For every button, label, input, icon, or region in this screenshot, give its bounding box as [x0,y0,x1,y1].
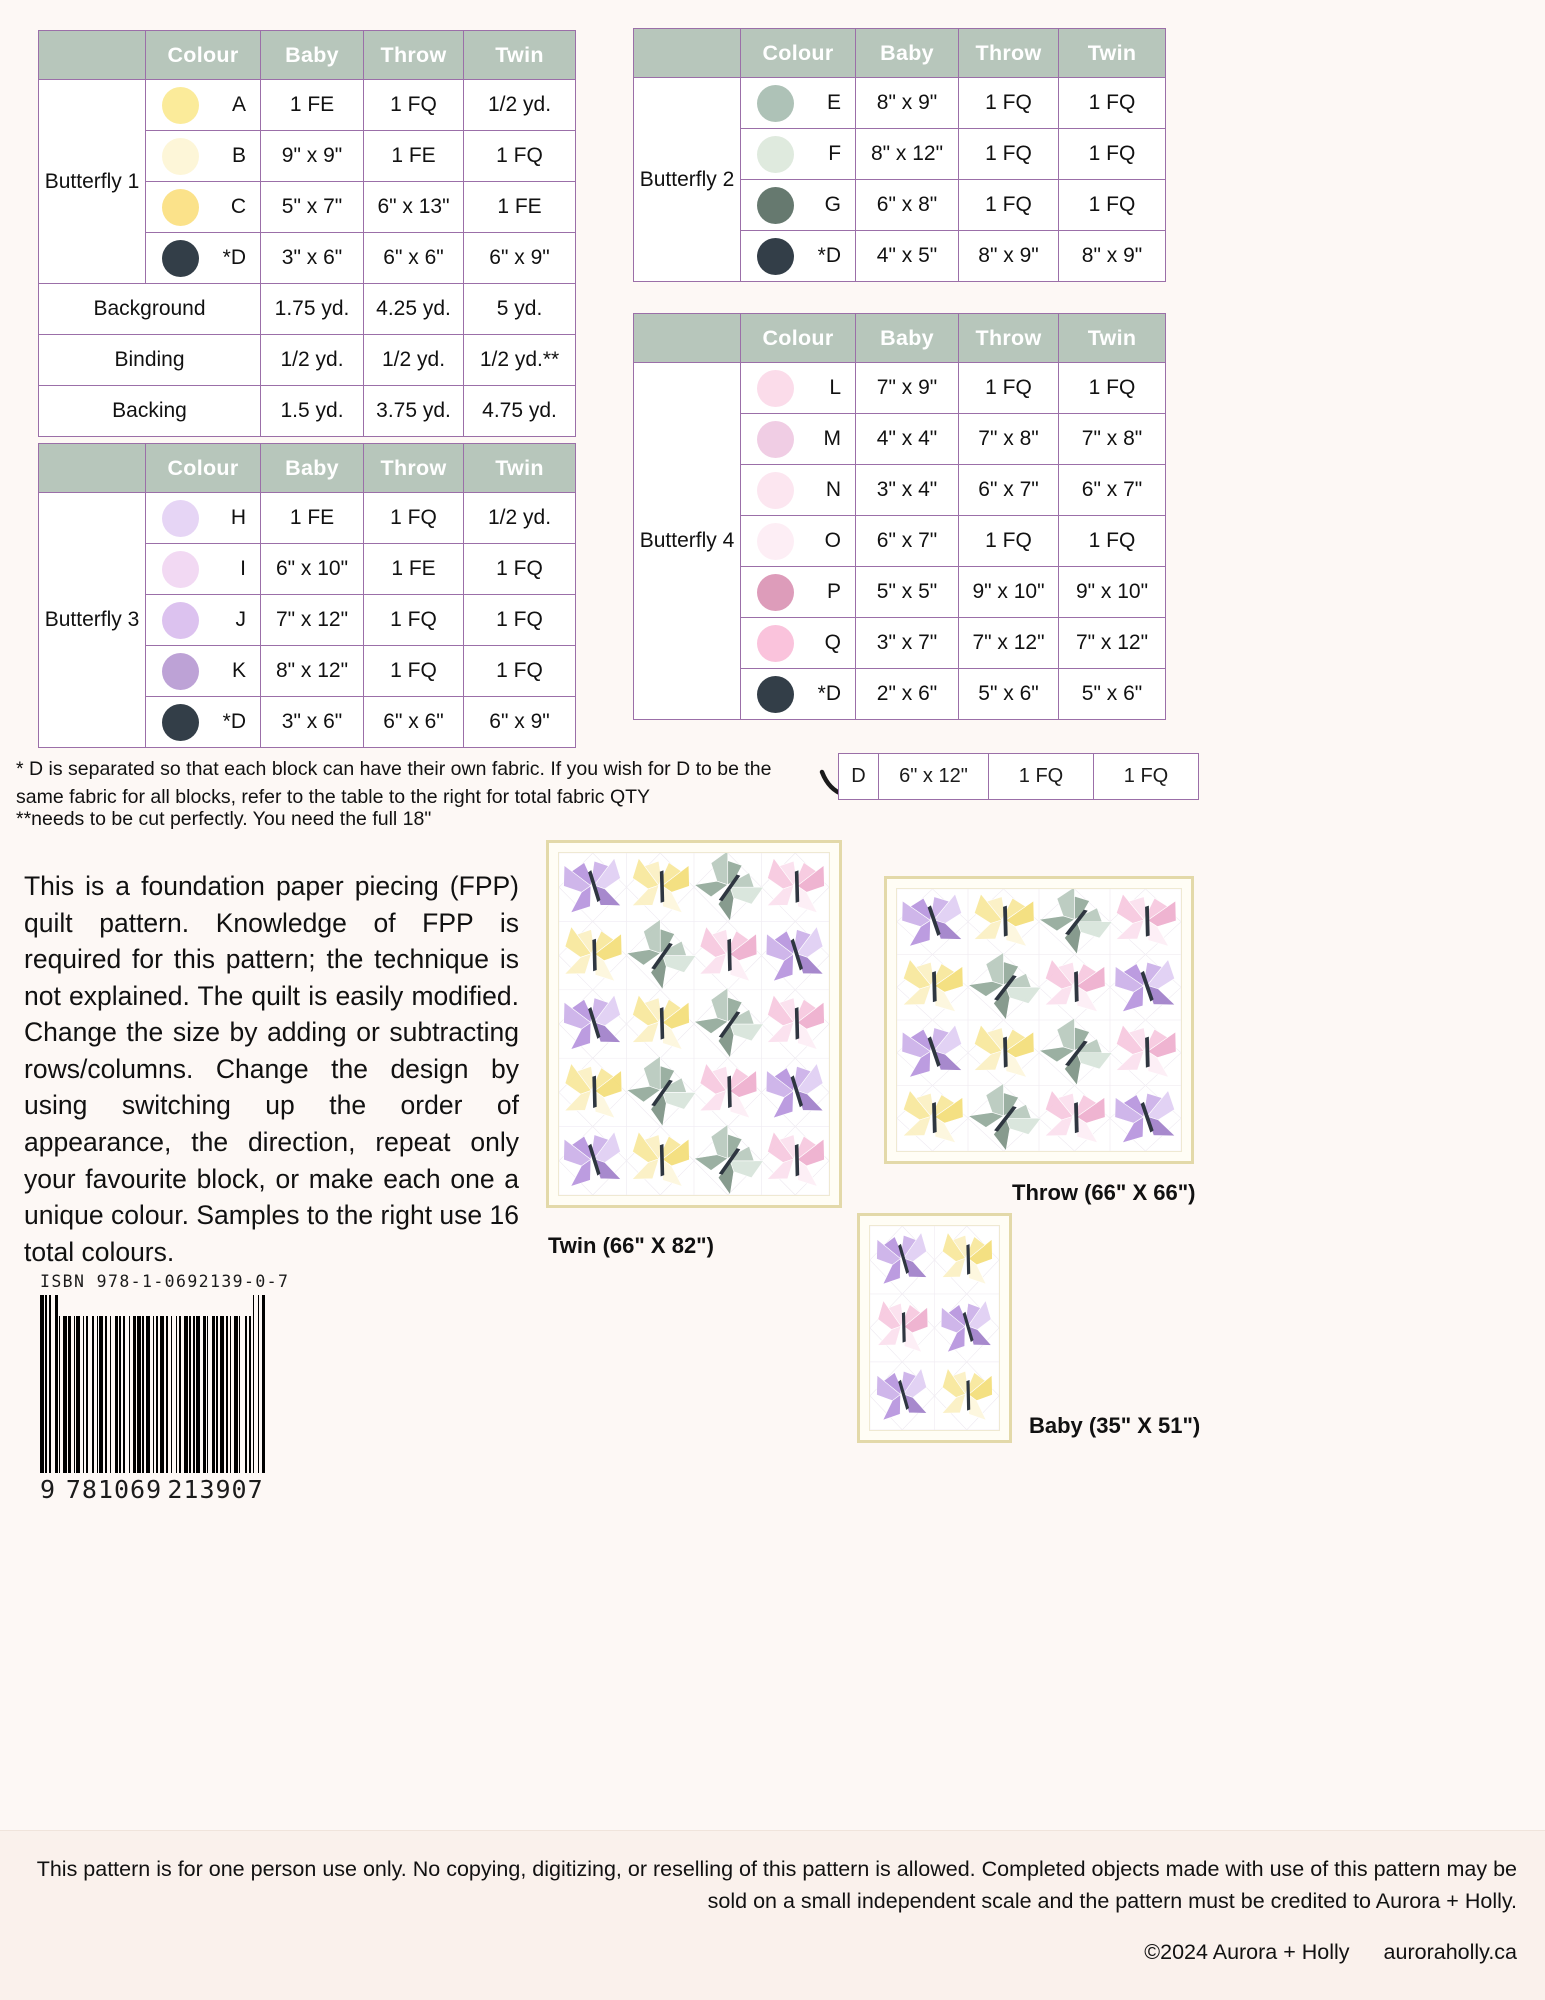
quilt-label-throw: Throw (66" X 66") [1012,1180,1196,1205]
group-label-butterfly1: Butterfly 1 [39,80,146,284]
colour-swatch-cell [146,493,261,544]
colour-code: B [232,144,247,167]
colour-swatch-C [162,189,199,226]
colour-code: N [825,478,842,501]
cell-throw: 7" x 8" [959,414,1059,465]
colour-code: H [230,506,247,529]
row-label: Background [39,284,261,335]
table-row [39,386,576,437]
colour-code: Q [824,631,842,654]
cell-throw: 1 FE [364,131,464,182]
cell-throw: 6" x 13" [364,182,464,233]
colour-swatch-F [757,136,794,173]
colour-swatch-K [162,653,199,690]
cell-baby: 6" x 7" [856,516,959,567]
colour-swatch-cell [741,78,856,129]
cell-baby: 3" x 4" [856,465,959,516]
cell-throw: 1 FQ [364,595,464,646]
header-baby: Baby [261,31,364,80]
cell-twin: 1 FQ [464,595,576,646]
colour-code: F [828,142,842,165]
header-blank [634,29,741,78]
header-baby: Baby [856,29,959,78]
header-throw: Throw [364,31,464,80]
cell-twin: 5 yd. [464,284,576,335]
isbn-text: ISBN 978-1-0692139-0-7 [40,1272,290,1291]
colour-code: A [232,93,247,116]
cell-throw: 1/2 yd. [364,335,464,386]
colour-swatch-B [162,138,199,175]
colour-swatch-D [757,676,794,713]
colour-swatch-cell [741,465,856,516]
cell-throw: 9" x 10" [959,567,1059,618]
group-label-butterfly4: Butterfly 4 [634,363,741,720]
group-label-butterfly2: Butterfly 2 [634,78,741,282]
colour-swatch-D [162,240,199,277]
colour-swatch-E [757,85,794,122]
footer-credit [28,1940,1517,1965]
colour-swatch-cell [146,544,261,595]
cell-throw: 4.25 yd. [364,284,464,335]
header-blank [634,314,741,363]
cell-baby: 1 FE [261,493,364,544]
cell-baby: 4" x 5" [856,231,959,282]
colour-swatch-cell [741,231,856,282]
colour-swatch-cell [741,516,856,567]
cell-baby: 8" x 9" [856,78,959,129]
colour-swatch-H [162,500,199,537]
colour-code: J [235,608,247,631]
row-label: Backing [39,386,261,437]
fabric-table-d-total [838,753,1199,800]
cell-throw: 1 FQ [959,78,1059,129]
colour-swatch-cell [146,233,261,284]
colour-swatch-cell [146,697,261,748]
cell-baby: 6" x 8" [856,180,959,231]
cell-twin: 6" x 9" [464,233,576,284]
cell-twin: 1 FQ [464,131,576,182]
header-colour: Colour [146,444,261,493]
cell-throw: 1 FQ [959,180,1059,231]
colour-code: C [230,195,247,218]
quilt-preview-throw [884,876,1194,1164]
table-row [39,284,576,335]
header-twin: Twin [464,31,576,80]
cell-baby: 5" x 7" [261,182,364,233]
cell-throw: 5" x 6" [959,669,1059,720]
cell-baby: 7" x 9" [856,363,959,414]
table-row [39,80,576,131]
cell-twin: 9" x 10" [1059,567,1166,618]
quilt-label-baby: Baby (35" X 51") [1029,1413,1201,1438]
cell-throw: 6" x 7" [959,465,1059,516]
fabric-table-butterfly2 [633,28,1166,282]
colour-swatch-M [757,421,794,458]
table-header-row [39,31,576,80]
cell-baby: 3" x 6" [261,697,364,748]
page-footer [0,1830,1545,2000]
cell-twin: 1/2 yd. [464,80,576,131]
cell-baby: 8" x 12" [261,646,364,697]
colour-code: G [824,193,842,216]
cell-throw: 3.75 yd. [364,386,464,437]
table-row-d-total [839,754,1199,800]
colour-swatch-cell [146,646,261,697]
cell-twin: 1 FQ [1059,78,1166,129]
footer-website[interactable]: auroraholly.ca [1383,1939,1517,1964]
colour-swatch-O [757,523,794,560]
colour-swatch-cell [741,129,856,180]
cell-throw: 6" x 6" [364,697,464,748]
cell-throw: 6" x 6" [364,233,464,284]
colour-swatch-cell [741,363,856,414]
colour-code: *D [817,244,842,267]
colour-code: *D [222,710,247,733]
colour-swatch-cell [146,595,261,646]
note-binding-cut: **needs to be cut perfectly. You need the full 18" [16,808,432,830]
cell-twin: 1/2 yd. [464,493,576,544]
table-row [634,363,1166,414]
fabric-table-butterfly3 [38,443,576,748]
colour-swatch-J [162,602,199,639]
cell-twin: 8" x 9" [1059,231,1166,282]
table-header-row [39,444,576,493]
header-blank [39,31,146,80]
note-d-separated: * D is separated so that each block can have their own fabric. If you wish for D to be the same fabric for all blocks, refer to the table to the right for total fabric QTY [16,758,772,809]
cell-baby: 1.75 yd. [261,284,364,335]
cell-baby: 5" x 5" [856,567,959,618]
colour-swatch-cell [741,669,856,720]
colour-code: L [829,376,842,399]
footer-copyright: ©2024 Aurora + Holly [1144,1939,1350,1964]
colour-code: M [823,427,842,450]
table-row [634,78,1166,129]
colour-swatch-G [757,187,794,224]
quilt-canvas-throw [896,888,1182,1152]
group-label-butterfly3: Butterfly 3 [39,493,146,748]
cell-twin: 7" x 8" [1059,414,1166,465]
cell-baby: 3" x 7" [856,618,959,669]
colour-code: E [827,91,842,114]
cell-twin: 1/2 yd.** [464,335,576,386]
cell-baby: 4" x 4" [856,414,959,465]
cell-baby: 8" x 12" [856,129,959,180]
cell-throw: 1 FE [364,544,464,595]
cell-baby: 1/2 yd. [261,335,364,386]
quilt-preview-twin [546,840,842,1208]
table-header-row [634,314,1166,363]
header-colour: Colour [146,31,261,80]
barcode-block [40,1272,289,1504]
fabric-table-butterfly1 [38,30,576,437]
colour-swatch-cell [146,131,261,182]
cell-twin: 1 FQ [464,544,576,595]
header-throw: Throw [959,314,1059,363]
quilt-preview-baby [857,1213,1012,1443]
cell-baby: 7" x 12" [261,595,364,646]
header-baby: Baby [856,314,959,363]
cell-throw: 1 FQ [364,646,464,697]
colour-swatch-D [757,238,794,275]
colour-swatch-Q [757,625,794,662]
colour-swatch-cell [741,414,856,465]
cell-baby: 3" x 6" [261,233,364,284]
d-total-twin: 1 FQ [1094,754,1199,800]
colour-swatch-L [757,370,794,407]
colour-code: *D [222,246,247,269]
barcode-digit-group-2: 213907 [167,1475,264,1504]
d-total-throw: 1 FQ [989,754,1094,800]
colour-swatch-cell [741,618,856,669]
footer-legal-text: This pattern is for one person use only. No copying, digitizing, or reselling of this pattern is allowed. Completed objects made with use of this pattern may be sold on a small independent scale and the pattern must be credited to Aurora + Holly. [36,1857,1517,1914]
table-row [39,493,576,544]
header-twin: Twin [464,444,576,493]
barcode-bars [40,1295,289,1473]
colour-swatch-cell [741,180,856,231]
cell-twin: 6" x 7" [1059,465,1166,516]
d-total-label: D [839,754,879,800]
cell-throw: 1 FQ [364,493,464,544]
colour-code: O [824,529,842,552]
quilt-label-twin: Twin (66" X 82") [548,1233,714,1258]
cell-twin: 1 FQ [1059,180,1166,231]
cell-twin: 4.75 yd. [464,386,576,437]
quilt-canvas-baby [869,1225,1000,1431]
cell-twin: 1 FE [464,182,576,233]
cell-twin: 1 FQ [1059,516,1166,567]
colour-swatch-I [162,551,199,588]
colour-code: K [232,659,247,682]
barcode-digits [40,1475,289,1504]
colour-swatch-cell [146,80,261,131]
header-colour: Colour [741,29,856,78]
cell-throw: 1 FQ [959,516,1059,567]
cell-twin: 1 FQ [1059,129,1166,180]
cell-throw: 1 FQ [364,80,464,131]
pattern-description: This is a foundation paper piecing (FPP) quilt pattern. Knowledge of FPP is required for this pattern; the technique is not explained. The quilt is easily modified. Change the size by adding or subtracting rows/columns. Change the design by using switching up the order of appearance, the direction, repeat only your favourite block, or make each one a unique colour. Samples to the right use 16 total colours. [24,871,519,1267]
cell-twin: 1 FQ [464,646,576,697]
cell-baby: 2" x 6" [856,669,959,720]
fabric-table-butterfly4 [633,313,1166,720]
cell-throw: 8" x 9" [959,231,1059,282]
row-label: Binding [39,335,261,386]
cell-twin: 6" x 9" [464,697,576,748]
cell-baby: 9" x 9" [261,131,364,182]
barcode-digit-left: 9 [40,1475,57,1504]
cell-throw: 1 FQ [959,363,1059,414]
colour-swatch-P [757,574,794,611]
header-throw: Throw [364,444,464,493]
cell-throw: 1 FQ [959,129,1059,180]
colour-swatch-D [162,704,199,741]
cell-baby: 1 FE [261,80,364,131]
header-colour: Colour [741,314,856,363]
barcode-digit-group-1: 781069 [65,1475,163,1504]
cell-twin: 7" x 12" [1059,618,1166,669]
header-twin: Twin [1059,314,1166,363]
cell-baby: 6" x 10" [261,544,364,595]
header-throw: Throw [959,29,1059,78]
cell-throw: 7" x 12" [959,618,1059,669]
cell-twin: 5" x 6" [1059,669,1166,720]
table-header-row [634,29,1166,78]
d-total-baby: 6" x 12" [879,754,989,800]
cell-twin: 1 FQ [1059,363,1166,414]
quilt-canvas-twin [558,852,830,1196]
table-row [39,335,576,386]
header-blank [39,444,146,493]
colour-code: P [827,580,842,603]
cell-baby: 1.5 yd. [261,386,364,437]
colour-code: I [240,557,247,580]
colour-code: *D [817,682,842,705]
colour-swatch-A [162,87,199,124]
header-twin: Twin [1059,29,1166,78]
header-baby: Baby [261,444,364,493]
colour-swatch-N [757,472,794,509]
colour-swatch-cell [146,182,261,233]
colour-swatch-cell [741,567,856,618]
